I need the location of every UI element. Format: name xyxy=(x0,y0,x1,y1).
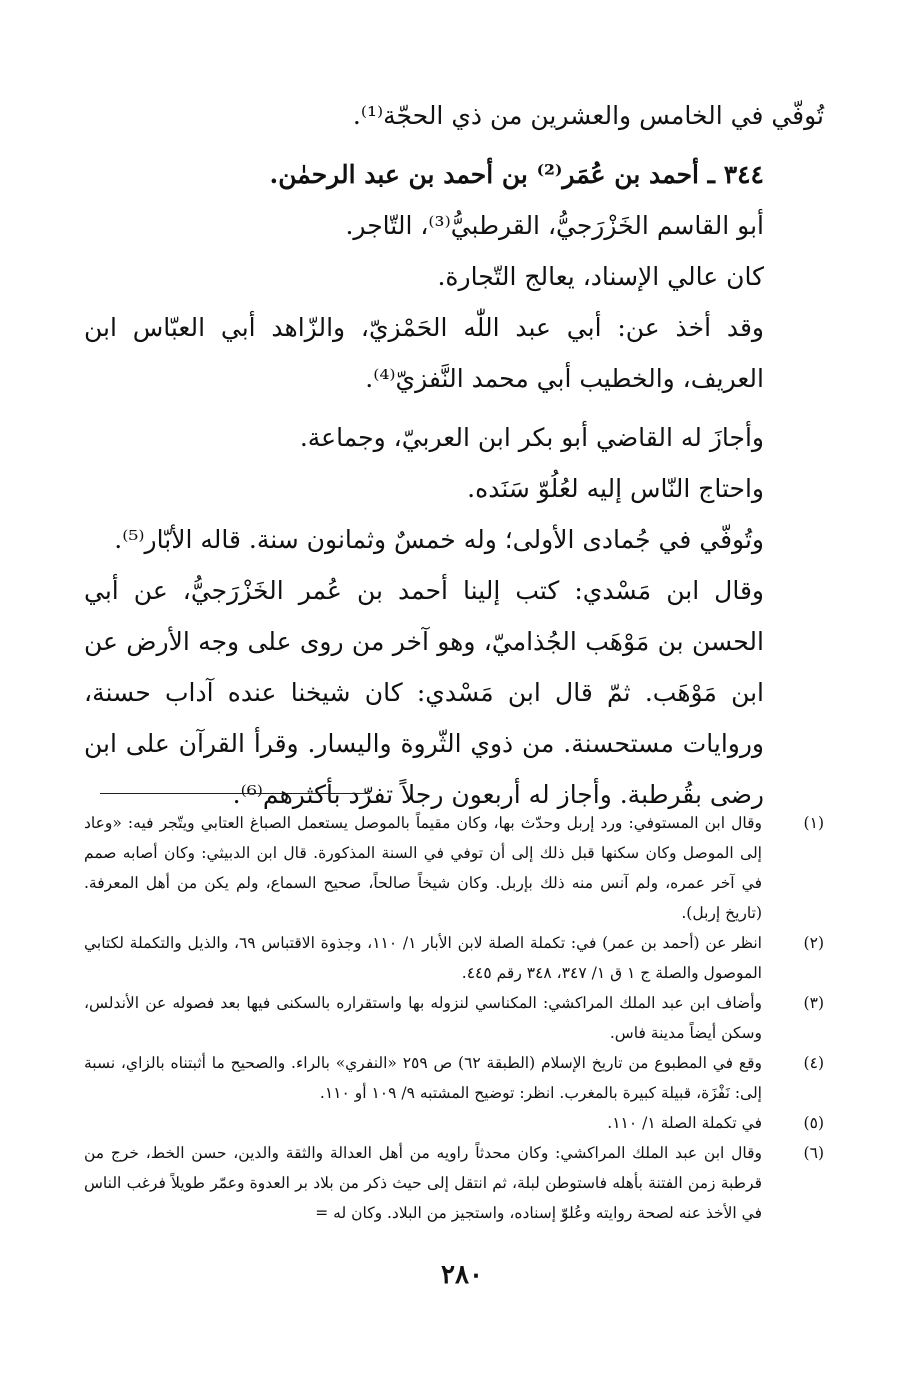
footnote xyxy=(84,988,824,1048)
entry-heading: ٣٤٤ ـ أحمد بن عُمَر⁽²⁾ بن أحمد بن عبد الرحمٰن. xyxy=(269,160,764,189)
footnote-text: في تكملة الصلة ١/ ١١٠. xyxy=(607,1114,762,1132)
footnotes xyxy=(84,808,824,1228)
footnote-number: (١) xyxy=(803,814,824,832)
footnote xyxy=(84,808,824,928)
ijaza-line: وأجازَ له القاضي أبو بكر ابن العربيّ، وجماعة. xyxy=(299,423,764,452)
ibn-masdi-paragraph: وقال ابن مَسْدي: كتب إلينا أحمد بن عُمر الخَزْرَجيُّ، عن أبي الحسن بن مَوْهَب الجُذاميّ، وهو آخر من روى على وجه الأرض عن ابن مَوْهَب. ثمّ قال ابن مَسْدي: كان شيخنا عنده آداب حسنة، وروايات مستحسنة. من ذوي الثّروة واليسار. وقرأ القرآن على ابن رضى بقُرطبة. وأجاز له أربعون رجلاً تفرّد بأكثرهم⁽⁶⁾. xyxy=(84,576,764,809)
footnote-text: وقال ابن عبد الملك المراكشي: وكان محدثاً راويه من أهل العدالة والثقة والدين، حسن الخط، خرج من قرطبة زمن الفتنة بأهله فاستوطن لبلة، ثم انتقل إلى حيث ذكر من بلاد بر العدوة وعمّر طويلاً فرغب الناس في الأخذ عنه لصحة روايته وعُلوّ إسناده، واستجيز من البلاد. وكان له = xyxy=(84,1144,762,1222)
footnote xyxy=(84,1138,824,1228)
footnote-number: (٤) xyxy=(803,1054,824,1072)
entry-description: كان عالي الإسناد، يعالج التّجارة. xyxy=(437,262,764,291)
footnote-text: وقع في المطبوع من تاريخ الإسلام (الطبقة ٦٢) ص ٢٥٩ «النفري» بالراء. والصحيح ما أثبتناه بالزاي، نسبة إلى: نَفْزَة، قبيلة كبيرة بالمغرب. انظر: توضيح المشتبه ٩/ ١٠٩ أو ١١٠. xyxy=(84,1054,762,1102)
footnote xyxy=(84,928,824,988)
footnote-number: (٥) xyxy=(803,1114,824,1132)
page-number: ٢٨٠ xyxy=(441,1260,483,1290)
footnote-number: (٣) xyxy=(803,994,824,1012)
footnote-number: (٦) xyxy=(803,1144,824,1162)
death-line: وتُوفّي في جُمادى الأولى؛ وله خمسٌ وثمانون سنة. قاله الأبّار⁽⁵⁾. xyxy=(114,525,764,554)
death-date-line: تُوفّي في الخامس والعشرين من ذي الحجّة⁽¹⁾. xyxy=(352,101,824,130)
isnad-line: واحتاج النّاس إليه لعُلُوّ سَنَده. xyxy=(467,474,764,503)
entry-nisba: أبو القاسم الخَزْرَجيُّ، القرطبيُّ⁽³⁾، التّاجر. xyxy=(345,211,764,240)
footnote-text: انظر عن (أحمد بن عمر) في: تكملة الصلة لابن الأبار ١/ ١١٠، وجذوة الاقتباس ٦٩، والذيل والتكملة لكتابي الموصول والصلة ج ١ ق ١/ ٣٤٧، ٣٤٨ رقم ٤٤٥. xyxy=(84,934,762,982)
footnote-number: (٢) xyxy=(803,934,824,952)
teachers-paragraph: وقد أخذ عن: أبي عبد اللّٰه الحَمْزيّ، والزّاهد أبي العبّاس ابن العريف، والخطيب أبي محمد النَّفزيّ⁽⁴⁾. xyxy=(84,313,764,393)
main-text xyxy=(84,90,824,820)
footnote xyxy=(84,1048,824,1108)
footnote-text: وأضاف ابن عبد الملك المراكشي: المكناسي لنزوله بها واستقراره بالسكنى فيها بعد فصوله عن الأندلس، وسكن أيضاً مدينة فاس. xyxy=(84,994,762,1042)
footnote-separator xyxy=(100,793,370,794)
footnote xyxy=(84,1108,824,1138)
footnote-text: وقال ابن المستوفي: ورد إربل وحدّث بها، وكان مقيماً بالموصل يستعمل الصباغ العتابي ويتّجر فيه: «وعاد إلى الموصل وكان سكنها قبل ذلك إلى أن توفي في السنة المذكورة. قال ابن الدبيثي: وكان أصابه صمم في آخر عمره، ولم آنس منه ذلك بإربل. وكان شيخاً صالحاً، صحيح السماع، ولم يكن من أهل المعرفة. (تاريخ إربل). xyxy=(84,814,762,922)
